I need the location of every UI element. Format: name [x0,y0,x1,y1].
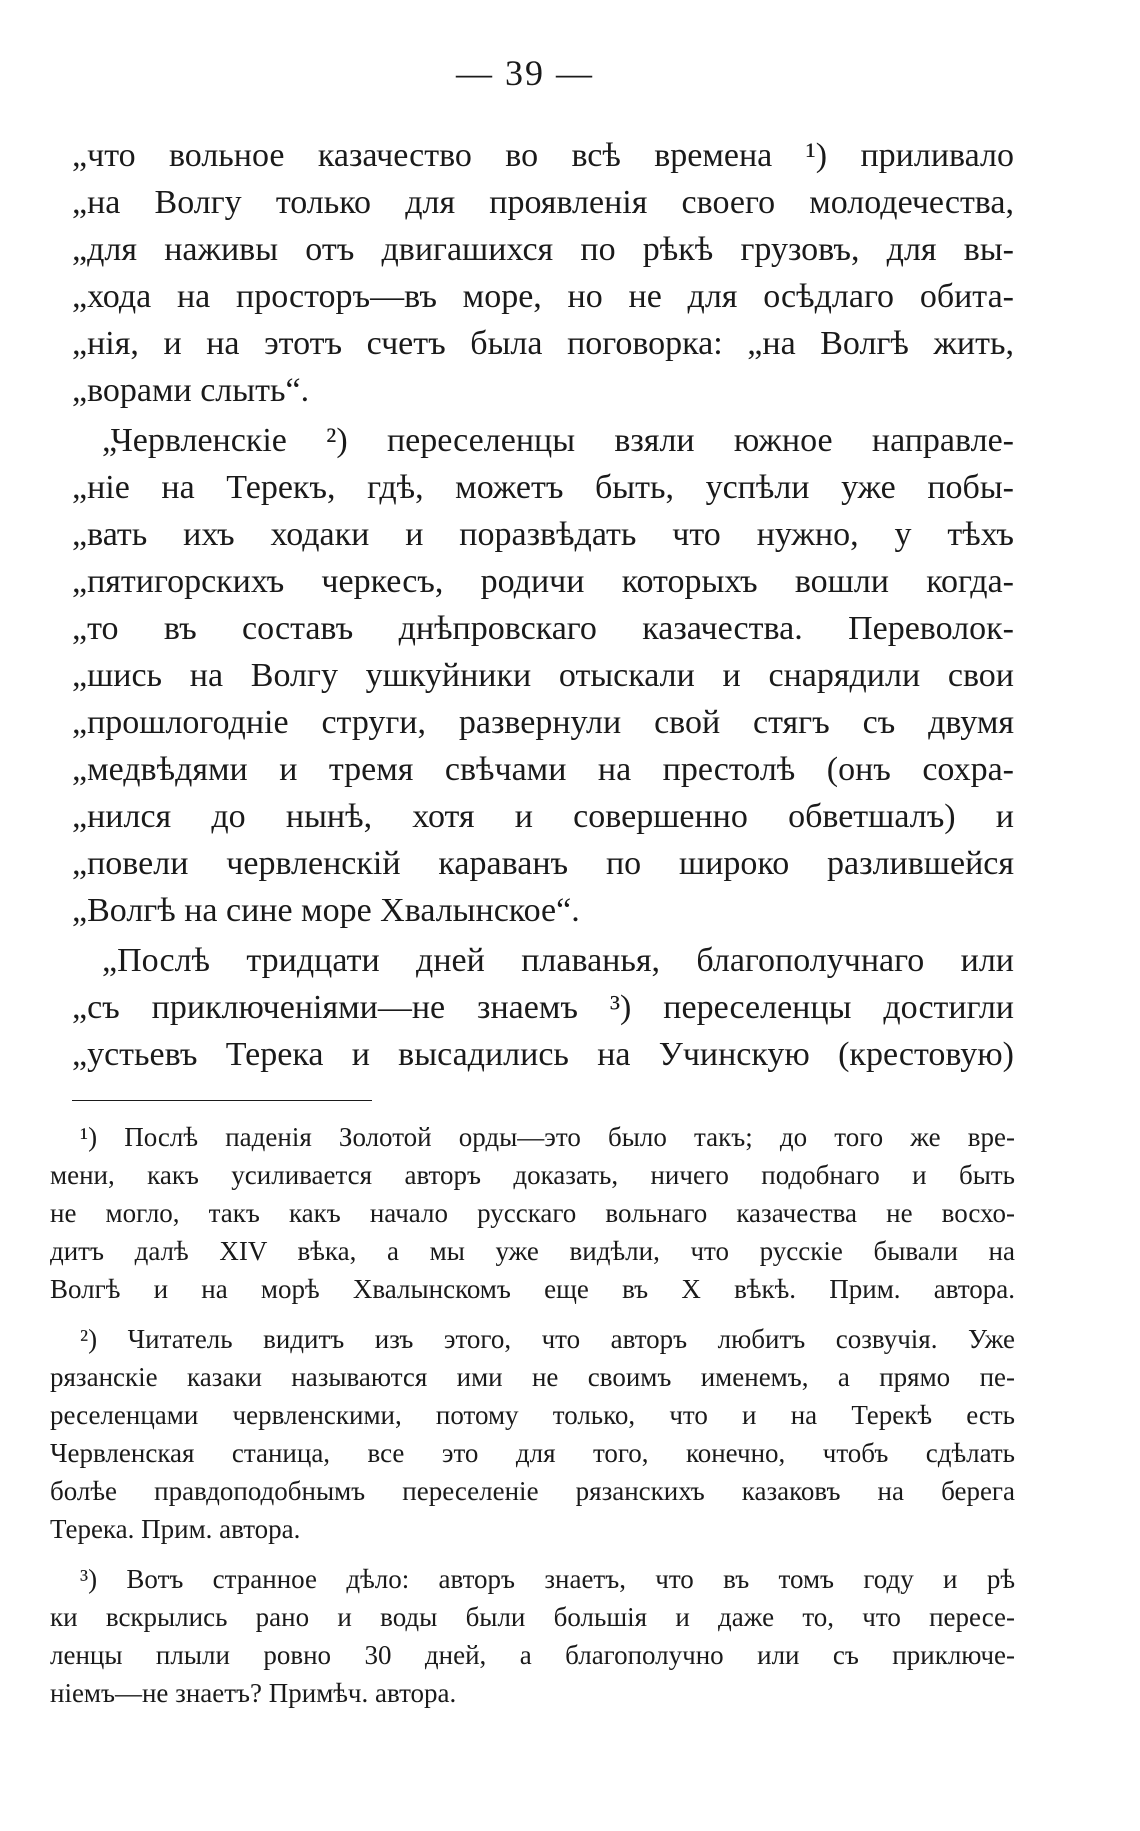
page-number: — 39 — [456,53,594,93]
footnote-line: Терека. Прим. автора. [50,1514,301,1544]
text-line: „ворами слыть“. [72,372,310,409]
footnote [50,1118,1015,1308]
footnote-line: Червленская станица, все это для того, конечно, чтобъ сдѣлать [50,1438,1015,1468]
footnote-divider [72,1100,372,1101]
text-line: „Волгѣ на сине море Хвалынское“. [72,892,580,929]
footnote-line: ¹) Послѣ паденія Золотой орды—это было такъ; до того же вре- [80,1122,1015,1152]
text-line: „пятигорскихъ черкесъ, родичи которыхъ вошли когда- [72,563,1014,600]
footnote-line: мени, какъ усиливается авторъ доказать, ничего подобнаго и быть [50,1160,1015,1190]
text-line: „повели червленскій караванъ по широко разлившейся [72,845,1014,882]
text-line: „вать ихъ ходаки и поразвѣдать что нужно, у тѣхъ [72,516,1014,553]
text-line: „на Волгу только для проявленія своего молодечества, [72,184,1014,221]
footnote-line: не могло, такъ какъ начало русскаго вольнаго казачества не восхо- [50,1198,1015,1228]
footnote [50,1320,1015,1548]
text-line: „устьевъ Терека и высадились на Учинскую (крестовую) [72,1036,1014,1073]
text-line: „нія, и на этотъ счетъ была поговорка: „на Волгѣ жить, [72,325,1014,362]
footnote-line: ³) Вотъ странное дѣло: авторъ знаетъ, что въ томъ году и рѣ [80,1564,1015,1594]
text-line: „что вольное казачество во всѣ времена ¹) приливало [72,137,1014,174]
footnotes [50,1118,1015,1712]
footnote-line: болѣе правдоподобнымъ переселеніе рязанскихъ казаковъ на берега [50,1476,1015,1506]
footnote-line: ніемъ—не знаетъ? Примѣч. автора. [50,1678,457,1708]
footnote-gap [50,1548,1015,1560]
footnote [50,1560,1015,1712]
footnote-line: дитъ далѣ XIV вѣка, а мы уже видѣли, что русскіе бывали на [50,1236,1015,1266]
text-line: „шись на Волгу ушкуйники отыскали и снарядили свои [72,657,1014,694]
text-line: „ніе на Терекъ, гдѣ, можетъ быть, успѣли уже побы- [72,469,1014,506]
text-line: „нился до нынѣ, хотя и совершенно обветшалъ) и [72,798,1014,835]
text-line: „медвѣдями и тремя свѣчами на престолѣ (онъ сохра- [72,751,1014,788]
footnote-line: Волгѣ и на морѣ Хвалынскомъ еще въ X вѣкѣ. Прим. автора. [50,1274,1015,1304]
text-line: „то въ составъ днѣпровскаго казачества. Переволок- [72,610,1014,647]
footnote-line: ²) Читатель видитъ изъ этого, что авторъ любитъ созвучія. Уже [80,1324,1015,1354]
text-line: „для наживы отъ двигашихся по рѣкѣ грузовъ, для вы- [72,231,1014,268]
footnote-gap [50,1308,1015,1320]
main-text [72,132,1014,1078]
text-line: „съ приключеніями—не знаемъ ³) переселенцы достигли [72,989,1014,1026]
text-line: „прошлогодніе струги, развернули свой стягъ съ двумя [72,704,1014,741]
footnote-line: рязанскіе казаки называются ими не своимъ именемъ, а прямо пе- [50,1362,1015,1392]
text-line: „Послѣ тридцати дней плаванья, благополучнаго или [102,942,1014,979]
text-line: „хода на просторъ—въ море, но не для осѣдлаго обита- [72,278,1014,315]
footnote-line: реселенцами червленскими, потому только, что и на Терекѣ есть [50,1400,1015,1430]
footnote-line: ки вскрылись рано и воды были большія и даже то, что пересе- [50,1602,1015,1632]
text-line: „Червленскіе ²) переселенцы взяли южное направле- [102,422,1014,459]
footnote-line: ленцы плыли ровно 30 дней, а благополучно или съ приключе- [50,1640,1015,1670]
